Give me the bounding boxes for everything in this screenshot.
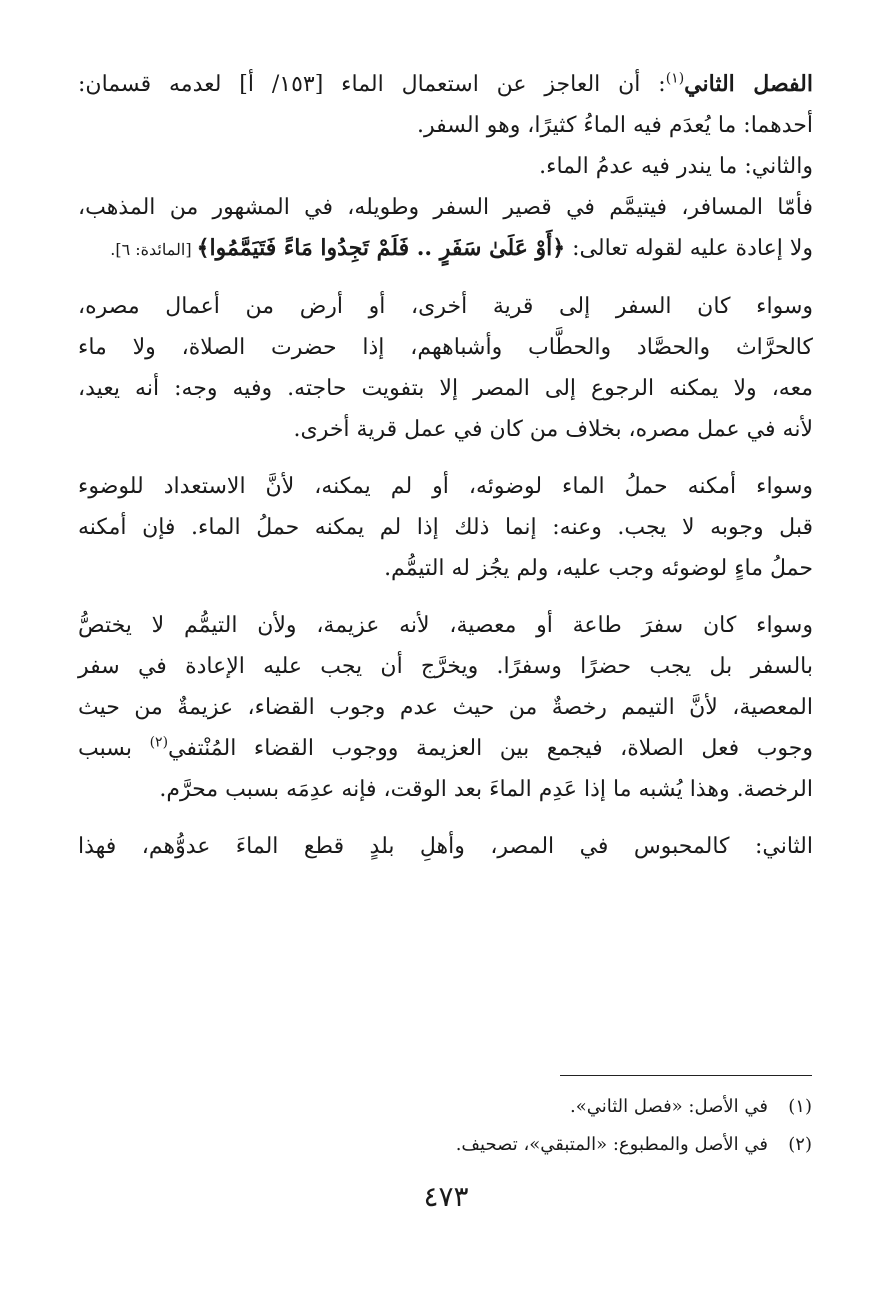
paragraph-village: [78, 286, 813, 450]
quran-line: [78, 228, 813, 270]
text-line: أحدهما: ما يُعدَم فيه الماءُ كثيرًا، وهو السفر.: [417, 113, 813, 138]
text-line: الثاني: كالمحبوس في المصر، وأهلِ بلدٍ قطع الماءَ عدوُّهم، فهذا: [78, 834, 813, 859]
quran-intro: ولا إعادة عليه لقوله تعالى:: [565, 236, 813, 261]
footnote-ref-1: (١): [665, 70, 685, 87]
text-line: لأنه في عمل مصره، بخلاف من كان في عمل قرية أخرى.: [293, 417, 813, 442]
footnote-number: (٢): [788, 1134, 812, 1155]
text-line: المعصية، لأنَّ التيمم رخصةٌ من حيث عدم وجوب القضاء، عزيمةٌ من حيث: [78, 695, 813, 720]
text-line: حملُ ماءٍ لوضوئه وجب عليه، ولم يجُز له التيمُّم.: [384, 556, 813, 581]
heading-line: [78, 64, 813, 105]
page-body: [78, 64, 813, 883]
footnote-divider: [560, 1075, 812, 1076]
text-line: وسواء كان السفر إلى قرية أخرى، أو أرض من أعمال مصره،: [78, 294, 814, 319]
paragraph-second: [78, 826, 813, 867]
page-number: ٤٧٣: [423, 1180, 469, 1213]
footnote-ref-2: (٢): [149, 734, 169, 751]
paragraph-heading: [78, 64, 813, 187]
footnote-number: (١): [788, 1096, 812, 1117]
footnote-text: في الأصل والمطبوع: «المتبقي»، تصحيف.: [455, 1134, 768, 1155]
text-line: وسواء كان سفرَ طاعة أو معصية، لأنه عزيمة، ولأن التيمُّم لا يختصُّ: [78, 613, 813, 638]
text-line: والثاني: ما يندر فيه عدمُ الماء.: [539, 154, 813, 179]
paragraph-obedience: [78, 605, 813, 810]
footnote-1: [77, 1088, 812, 1126]
paragraph-traveler: [78, 187, 813, 270]
text-segment: وجوب فعل الصلاة، فيجمع بين العزيمة ووجوب القضاء المُنْتفي: [168, 736, 814, 761]
section-heading: الفصل الثاني: [684, 71, 813, 97]
paragraph-carry-water: [78, 466, 813, 589]
text-line: وسواء أمكنه حملُ الماء لوضوئه، أو لم يمكنه، لأنَّ الاستعداد للوضوء: [78, 474, 813, 499]
text-line: كالحرَّاث والحصَّاد والحطَّاب وأشباههم، إذا حضرت الصلاة، ولا ماء: [78, 335, 813, 360]
text-line: [78, 728, 813, 769]
text-line: معه، ولا يمكنه الرجوع إلى المصر إلا بتفويت حاجته. وفيه وجه: أنه يعيد،: [78, 376, 813, 401]
footnote-text: في الأصل: «فصل الثاني».: [569, 1096, 768, 1117]
text-line: الرخصة. وهذا يُشبه ما إذا عَدِم الماءَ بعد الوقت، فإنه عدِمَه بسبب محرَّم.: [159, 777, 813, 802]
footnote-2: [77, 1126, 812, 1164]
text-line: فأمّا المسافر، فيتيمَّم في قصير السفر وطويله، في المشهور من المذهب،: [78, 195, 813, 220]
text-segment: بسبب: [78, 736, 150, 761]
text-line: بالسفر بل يجب حضرًا وسفرًا. ويخرَّج أن يجب عليه الإعادة في سفر: [78, 654, 813, 679]
quran-citation: [المائدة: ٦].: [110, 240, 197, 259]
text-line: قبل وجوبه لا يجب. وعنه: إنما ذلك إذا لم يمكنه حملُ الماء. فإن أمكنه: [78, 515, 813, 540]
quran-verse: ﴿أَوْ عَلَىٰ سَفَرٍ .. فَلَمْ تَجِدُوا مَاءً فَتَيَمَّمُوا﴾: [196, 235, 566, 261]
footnotes: [77, 1088, 812, 1164]
heading-rest: : أن العاجز عن استعمال الماء [١٥٣/ أ] لعدمه قسمان:: [78, 72, 666, 97]
